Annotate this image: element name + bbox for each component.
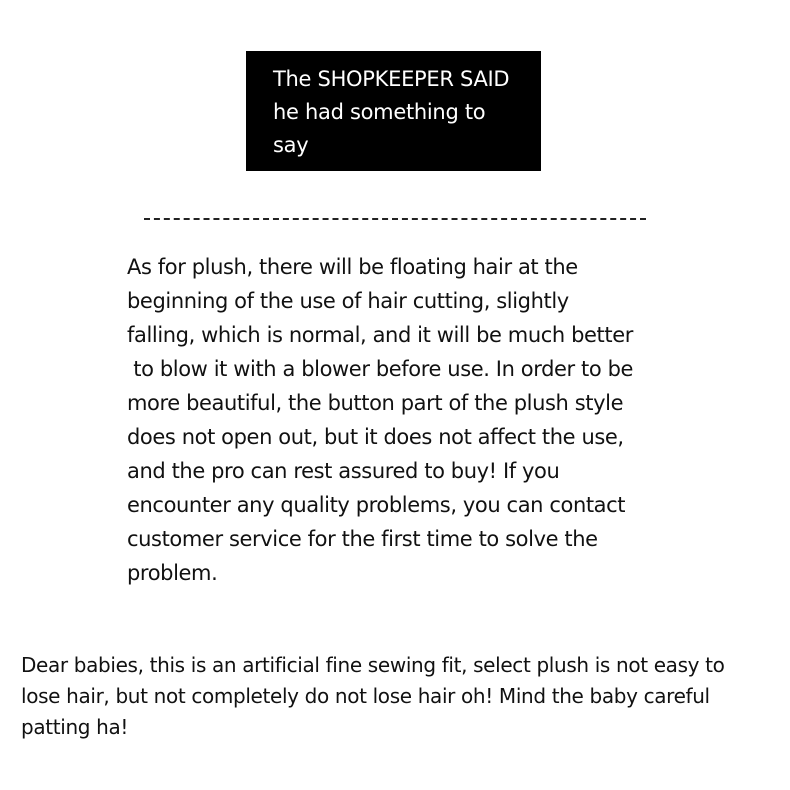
shopkeeper-notice-box: [246, 51, 541, 171]
notice-line: and the pro can rest assured to buy! If you: [127, 459, 560, 483]
notice-line: As for plush, there will be floating hair at the: [127, 255, 578, 279]
header-line: The SHOPKEEPER SAID: [273, 67, 510, 91]
header-line: he had something to: [273, 100, 486, 124]
notice-line: does not open out, but it does not affect the use,: [127, 425, 624, 449]
notice-line: more beautiful, the button part of the plush style: [127, 391, 624, 415]
notice-line: beginning of the use of hair cutting, slightly: [127, 289, 569, 313]
notice-line: to blow it with a blower before use. In order to be: [127, 357, 634, 381]
dashed-divider: [144, 218, 646, 220]
header-line: say: [273, 133, 309, 157]
footer-line: lose hair, but not completely do not lose hair oh! Mind the baby careful: [21, 684, 710, 708]
notice-line: falling, which is normal, and it will be much better: [127, 323, 633, 347]
plush-notice-paragraph: [127, 250, 687, 590]
footer-line: Dear babies, this is an artificial fine sewing fit, select plush is not easy to: [21, 653, 725, 677]
notice-line: encounter any quality problems, you can contact: [127, 493, 626, 517]
footer-line: patting ha!: [21, 715, 129, 739]
footer-paragraph: [21, 650, 781, 743]
notice-line: problem.: [127, 561, 218, 585]
notice-line: customer service for the first time to solve the: [127, 527, 598, 551]
